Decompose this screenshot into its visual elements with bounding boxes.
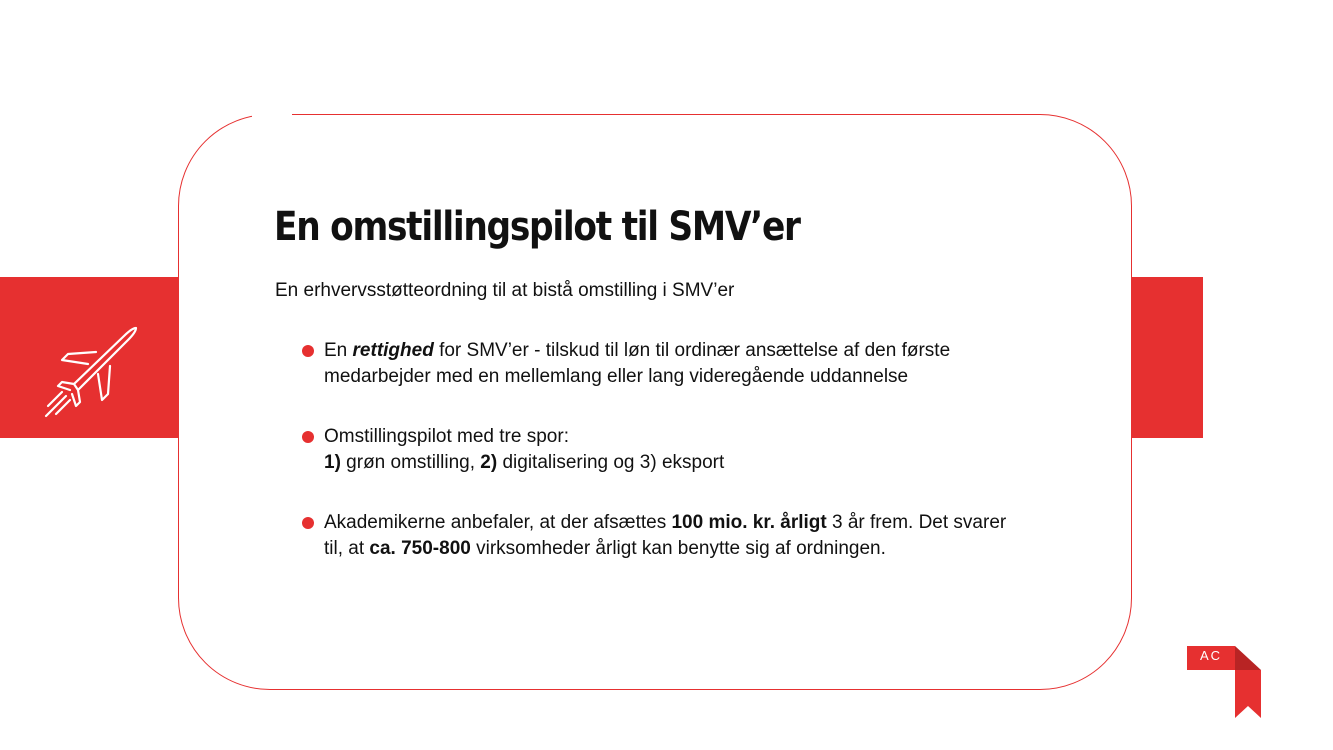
bullet-emphasis: rettighed (352, 340, 434, 361)
bullet-emphasis: 100 mio. kr. årligt (671, 512, 827, 533)
bullet-item (300, 424, 1020, 476)
bullet-text: grøn omstilling, (340, 452, 481, 473)
bullet-item (300, 510, 1020, 562)
bullet-list (300, 338, 1020, 562)
bullet-text: virksomheder årligt kan benytte sig af ordningen. (470, 538, 886, 559)
slide-title: En omstillingspilot til SMV’er (274, 204, 800, 250)
airplane-icon (40, 322, 140, 422)
bullet-number: 1) (324, 452, 341, 473)
right-red-band (1130, 277, 1203, 438)
bullet-dot-icon (302, 431, 314, 443)
bullet-dot-icon (302, 517, 314, 529)
bullet-text: Omstillingspilot med tre spor: (324, 426, 569, 447)
bullet-text: Akademikerne anbefaler, at der afsættes (324, 512, 672, 533)
bullet-number: 2) (480, 452, 498, 473)
ac-logo-text: AC (1199, 648, 1223, 663)
bullet-text: for SMV’er - tilskud til løn til ordinær ansættelse af den første medarbejder med en mellemlang eller lang videregående uddannelse (324, 340, 951, 387)
bullet-text: digitalisering og 3) eksport (497, 452, 725, 473)
bullet-item (300, 338, 1020, 390)
bullet-dot-icon (302, 345, 314, 357)
slide-subtitle: En erhvervsstøtteordning til at bistå omstilling i SMV’er (275, 280, 735, 301)
card-border-gap (252, 110, 292, 118)
bullet-emphasis: ca. 750-800 (369, 538, 471, 559)
bullet-text: 3 år frem. Det svarer til, at (324, 512, 1007, 559)
bullet-text: En (324, 340, 353, 361)
